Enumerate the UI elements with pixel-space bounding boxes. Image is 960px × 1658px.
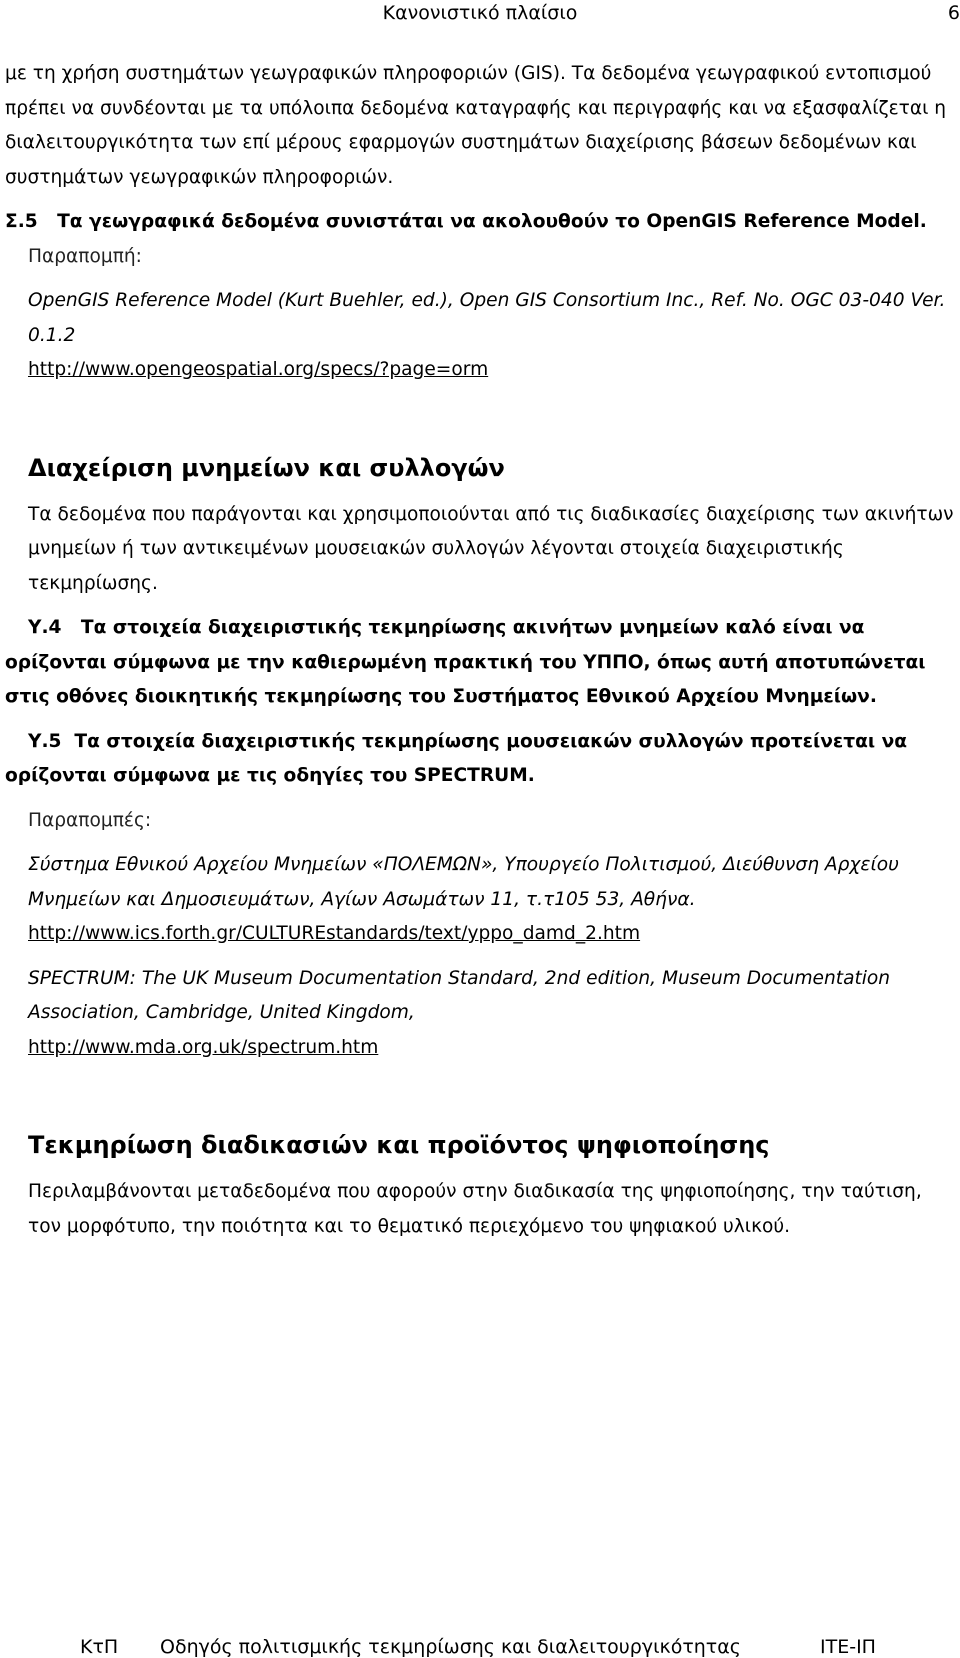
- requirement-text: Τα στοιχεία διαχειριστικής τεκμηρίωσης ακινήτων μνημείων καλό είναι να ορίζονται σύμφωνα με την καθιερωμένη πρακτική του ΥΠΠΟ, όπως αυτή αποτυπώνεται στις οθόνες διοικητικής τεκμηρίωσης του Συστήματος Εθνικού Αρχείου Μνημείων.: [5, 617, 926, 707]
- reference-text: Σύστημα Εθνικού Αρχείου Μνημείων «ΠΟΛΕΜΩΝ», Υπουργείο Πολιτισμού, Διεύθυνση Αρχείου Μνημείων και Δημοσιευμάτων, Αγίων Ασωμάτων 11, τ.τ105 53, Αθήνα.: [28, 854, 899, 910]
- page-header: [0, 2, 960, 32]
- reference-link[interactable]: http://www.opengeospatial.org/specs/?page=orm: [28, 359, 489, 380]
- section-paragraph: Τα δεδομένα που παράγονται και χρησιμοποιούνται από τις διαδικασίες διαχείρισης των ακινήτων μνημείων ή των αντικειμένων μουσειακών συλλογών λέγονται στοιχεία διαχειριστικής τεκμηρίωσης.: [28, 503, 954, 594]
- section-paragraph: Περιλαμβάνονται μεταδεδομένα που αφορούν στην διαδικασία της ψηφιοποίησης, την ταύτιση, τον μορφότυπο, την ποιότητα και το θεματικό περιεχόμενο του ψηφιακού υλικού.: [28, 1181, 922, 1237]
- page-content: [5, 57, 955, 1244]
- requirement-y4: [5, 611, 955, 715]
- requirement-code: Σ.5: [5, 211, 38, 232]
- reference-label: Παραπομπή:: [28, 245, 142, 267]
- section-heading: Διαχείριση μνημείων και συλλογών: [28, 453, 505, 482]
- intro-paragraph: με τη χρήση συστημάτων γεωγραφικών πληροφοριών (GIS). Τα δεδομένα γεωγραφικού εντοπισμού πρέπει να συνδέονται με τα υπόλοιπα δεδομένα καταγραφής και περιγραφής και να εξασφαλίζεται η διαλειτουργικότητα των επί μέρους εφαρμογών συστημάτων διαχείρισης βάσεων δεδομένων και συστημάτων γεωγραφικών πληροφοριών.: [5, 63, 947, 188]
- requirement-code: Υ.4: [28, 617, 62, 638]
- requirement-code: Υ.5: [28, 730, 62, 752]
- requirement-text: Τα στοιχεία διαχειριστικής τεκμηρίωσης μουσειακών συλλογών προτείνεται να ορίζονται σύμφωνα με τις οδηγίες του SPECTRUM.: [5, 730, 908, 786]
- requirement-y5: [5, 725, 955, 794]
- reference-text: OpenGIS Reference Model (Kurt Buehler, ed.), Open GIS Consortium Inc., Ref. No. OGC 03-040 Ver. 0.1.2: [28, 290, 946, 346]
- requirement-s5: [5, 205, 955, 240]
- section-heading: Τεκμηρίωση διαδικασιών και προϊόντος ψηφιοποίησης: [28, 1131, 770, 1159]
- reference-link[interactable]: http://www.ics.forth.gr/CULTUREstandards/text/yppo_damd_2.htm: [28, 923, 641, 944]
- requirement-text: Τα γεωγραφικά δεδομένα συνιστάται να ακολουθούν το OpenGIS Reference Model.: [57, 211, 927, 232]
- reference-text: SPECTRUM: The UK Museum Documentation Standard, 2nd edition, Museum Documentation Association, Cambridge, United Kingdom,: [28, 967, 891, 1023]
- footer-left: ΚτΠ: [80, 1636, 119, 1658]
- footer-right: ΙΤΕ-ΙΠ: [820, 1636, 876, 1658]
- reference-link[interactable]: http://www.mda.org.uk/spectrum.htm: [28, 1036, 379, 1058]
- footer-title: Οδηγός πολιτισμικής τεκμηρίωσης και διαλειτουργικότητας: [160, 1636, 741, 1658]
- running-header-title: Κανονιστικό πλαίσιο: [382, 2, 578, 24]
- page-number: 6: [947, 2, 960, 24]
- reference-label: Παραπομπές:: [28, 809, 152, 831]
